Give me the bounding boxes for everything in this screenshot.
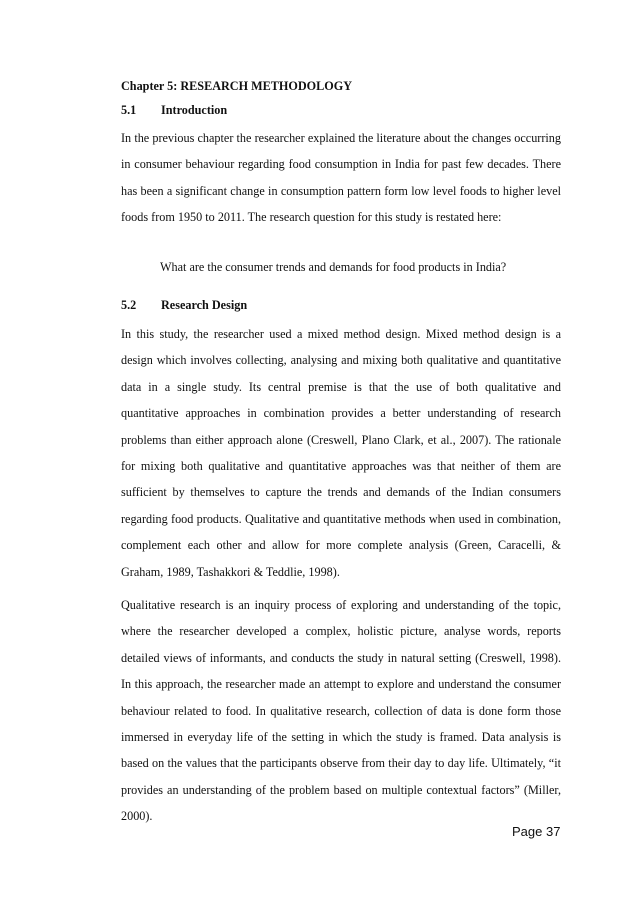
section-title: Introduction [161,103,228,117]
research-question: What are the consumer trends and demands for food products in India? [160,260,507,274]
section-number: 5.1 [121,103,137,117]
research-design-paragraph: In this study, the researcher used a mixed method design. Mixed method design is a design which involves collecting, analysing and mixing both qualitative and quantitative data in a single study. Its central premise is that the use of both qualitative and quantitative approaches in combination provides a better understanding of research problems than either approach alone (Creswell, Plano Clark, et al., 2007). The rationale for mixing both qualitative and quantitative approaches was that neither of them are sufficient by themselves to capture the trends and demands of the Indian consumers regarding food products. Qualitative and quantitative methods when used in combination, complement each other and allow for more complete analysis (Green, Caracelli, & Graham, 1989, Tashakkori & Teddlie, 1998). [121,327,561,579]
page-number: Page 37 [512,824,561,839]
section-heading-introduction [121,101,561,119]
section-title: Research Design [161,298,248,312]
section-heading-research-design [121,296,561,314]
section-number: 5.2 [121,298,137,312]
qualitative-research-paragraph: Qualitative research is an inquiry process of exploring and understanding of the topic, where the researcher developed a complex, holistic picture, analyse words, reports detailed views of informants, and conducts the study in natural setting (Creswell, 1998). In this approach, the researcher made an attempt to explore and understand the consumer behaviour related to food. In qualitative research, collection of data is done form those immersed in everyday life of the setting in which the study is framed. Data analysis is based on the values that the participants observe from their day to day life. Ultimately, “it provides an understanding of the problem based on multiple contextual factors” (Miller, 2000). [121,598,561,824]
chapter-title: Chapter 5: RESEARCH METHODOLOGY [121,79,353,93]
intro-paragraph: In the previous chapter the researcher explained the literature about the changes occurring in consumer behaviour regarding food consumption in India for past few decades. There has been a significant change in consumption pattern form low level foods to higher level foods from 1950 to 2011. The research question for this study is restated here: [121,131,561,225]
